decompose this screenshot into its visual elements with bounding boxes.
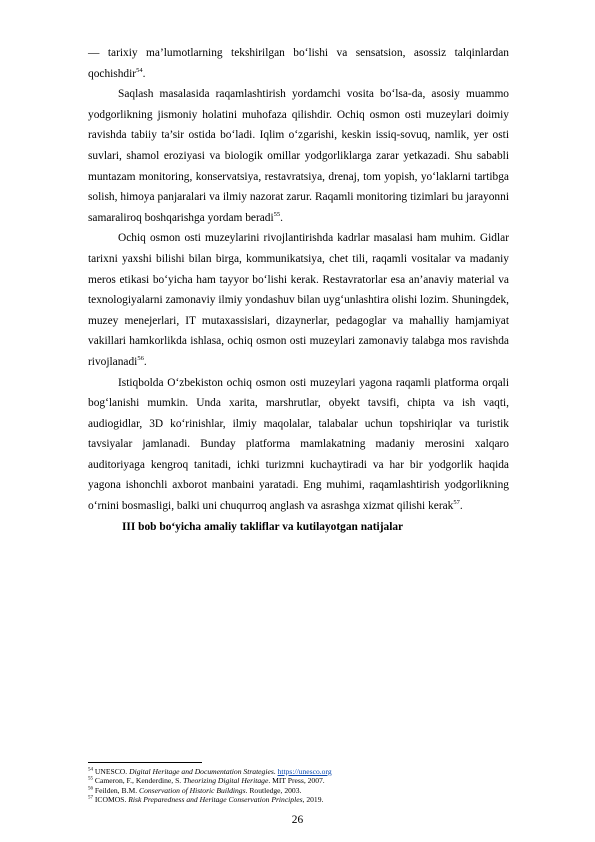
footnote-rest: , 2019. — [302, 795, 324, 805]
footnote-title: Digital Heritage and Documentation Strategies — [129, 767, 274, 776]
footnote-ref-55[interactable]: 55 — [273, 210, 281, 218]
paragraph-1 — [88, 43, 509, 84]
footnote-number: 55 — [88, 776, 93, 782]
footnote-rest: . — [273, 767, 278, 776]
footnotes — [88, 767, 509, 805]
footnote-54 — [88, 767, 509, 776]
footnote-divider — [88, 762, 202, 763]
footnote-55 — [88, 776, 509, 785]
paragraph-4 — [88, 373, 509, 517]
paragraph-2 — [88, 84, 509, 228]
paragraph-3-tail: . — [143, 355, 147, 368]
footnote-rest: . MIT Press, 2007. — [268, 776, 325, 786]
footnote-title: Conservation of Historic Buildings — [139, 785, 246, 795]
footnote-author: UNESCO. — [94, 767, 130, 776]
footnote-ref-57[interactable]: 57 — [453, 499, 460, 507]
footnote-author: Feilden, B.M. — [94, 785, 139, 795]
footnote-number: 54 — [88, 767, 93, 773]
paragraph-2-tail: . — [280, 211, 284, 224]
footnote-author: Cameron, F., Kenderdine, S. — [94, 776, 184, 786]
main-text — [88, 43, 509, 537]
footnote-author: ICOMOS. — [94, 795, 129, 805]
paragraph-3-text: Ochiq osmon osti muzeylarini rivojlantirishda kadrlar masalasi ham muhim. Gidlar tarixni yaxshi bilishi bilan birga, kommunikatsiya, chet tili, raqamli vositalar va madaniy meros etikasi bo‘yicha ham tayyor bo‘lishi kerak. Restavratorlar esa an’anaviy material va texnologiyalarni zamonaviy ilmiy yondashuv bilan uyg‘unlashtira olishi lozim. Shuningdek, muzey menejerlari, IT mutaxassislari, dizaynerlar, pedagoglar va mahalliy hamjamiyat vakillari hamkorlikda ishlasa, ochiq osmon osti muzeylari zamonaviy talabga mos ravishda rivojlanadi — [88, 232, 509, 368]
paragraph-4-text: Istiqbolda O‘zbekiston ochiq osmon osti muzeylari yagona raqamli platforma orqali bog‘lanishi mumkin. Unda xarita, marshrutlar, obyekt tavsifi, chipta va ish vaqti, audiogidlar, 3D ko‘rinishlar, ilmiy maqolalar, talabalar uchun topshiriqlar va turistik tavsiyalar jamlanadi. Bunday platforma mamlakatning madaniy merosini xalqaro auditoriyaga kengroq tanitadi, ichki turizmni kuchaytiradi va har bir yodgorlik haqida yagona ishonchli axborot manbaini yaratadi. Eng muhimi, raqamlashtirish yodgorlikning o‘rnini bosmasligi, balki uni chuqurroq anglash va asrashga xizmat qilishi kerak — [88, 376, 509, 513]
footnote-56 — [88, 786, 509, 795]
footnote-ref-54[interactable]: 54 — [136, 66, 143, 74]
footnote-rest: . Routledge, 2003. — [245, 785, 302, 795]
paragraph-3 — [88, 228, 509, 372]
paragraph-1-text: — tarixiy ma’lumotlarning tekshirilgan bo‘lishi va sensatsion, asossiz talqinlardan qochishdir — [88, 47, 509, 80]
footnote-ref-56[interactable]: 56 — [137, 355, 144, 363]
footnote-link[interactable]: https://unesco.org — [277, 767, 332, 776]
page-number: 26 — [291, 814, 304, 826]
paragraph-2-text: Saqlash masalasida raqamlashtirish yordamchi vosita bo‘lsa-da, asosiy muammo yodgorlikning jismoniy holatini muhofaza qilishdir. Ochiq osmon osti muzeylari doimiy ravishda tabiiy ta’sir ostida bo‘ladi. Iqlim o‘zgarishi, keskin issiq-sovuq, namlik, yer osti suvlari, shamol eroziyasi va biologik omillar yodgorliklarga zarar yetkazadi. Shu sababli muntazam monitoring, konservatsiya, restavratsiya, drenaj, tom yopish, yo‘laklarni tartibga solish, himoya panjaralari va ilmiy nazorat zarur. Raqamli monitoring tizimlari bu jarayonni samaraliroq boshqarishga yordam beradi — [88, 88, 509, 224]
footnote-number: 57 — [88, 795, 93, 801]
section-heading: III bob bo‘yicha amaliy takliflar va kutilayotgan natijalar — [122, 520, 404, 533]
paragraph-4-tail: . — [459, 500, 463, 513]
footnote-title: Risk Preparedness and Heritage Conservation Principles — [128, 795, 303, 805]
footnote-number: 56 — [88, 786, 93, 792]
paragraph-1-tail: . — [142, 67, 146, 80]
footnote-57 — [88, 795, 509, 804]
footnote-title: Theorizing Digital Heritage — [183, 776, 269, 786]
